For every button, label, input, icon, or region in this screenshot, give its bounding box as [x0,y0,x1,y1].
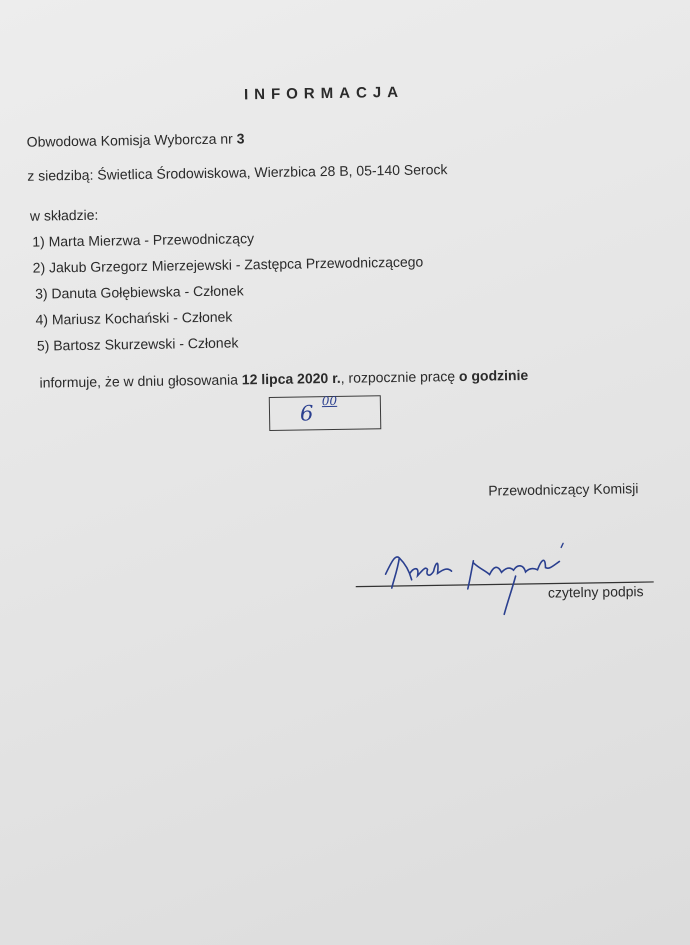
start-hour: 6 [299,401,314,426]
committee-prefix: Obwodowa Komisja Wyborcza nr [26,130,237,150]
signature-text: Jakub Mierzejewski [368,614,377,616]
start-minutes: 00 [321,393,338,409]
member-5: 5) Bartosz Skurzewski - Członek [36,334,239,354]
chair-label: Przewodniczący Komisji [488,480,639,499]
info-part1: informuje, że w dniu głosowania [39,371,242,391]
committee-number: 3 [236,130,245,147]
composition-heading: w składzie: [29,206,99,224]
member-1: 1) Marta Mierzwa - Przewodniczący [32,230,255,250]
seat-line: z siedzibą: Świetlica Środowiskowa, Wierzbica 28 B, 05-140 Serock [27,161,448,184]
start-time-box [269,395,382,431]
info-date: 12 lipca 2020 r. [241,369,341,388]
document-title: INFORMACJA [243,83,405,104]
member-2: 2) Jakub Grzegorz Mierzejewski - Zastępca Przewodniczącego [32,253,424,276]
info-line [39,367,528,391]
signature [347,540,668,625]
member-4: 4) Mariusz Kochański - Członek [35,308,233,328]
info-part2: , rozpocznie pracę [340,367,460,386]
info-part3: o godzinie [458,366,529,384]
committee-line [27,130,245,149]
member-3: 3) Danuta Gołębiewska - Członek [34,282,244,302]
signature-label: czytelny podpis [547,583,644,601]
